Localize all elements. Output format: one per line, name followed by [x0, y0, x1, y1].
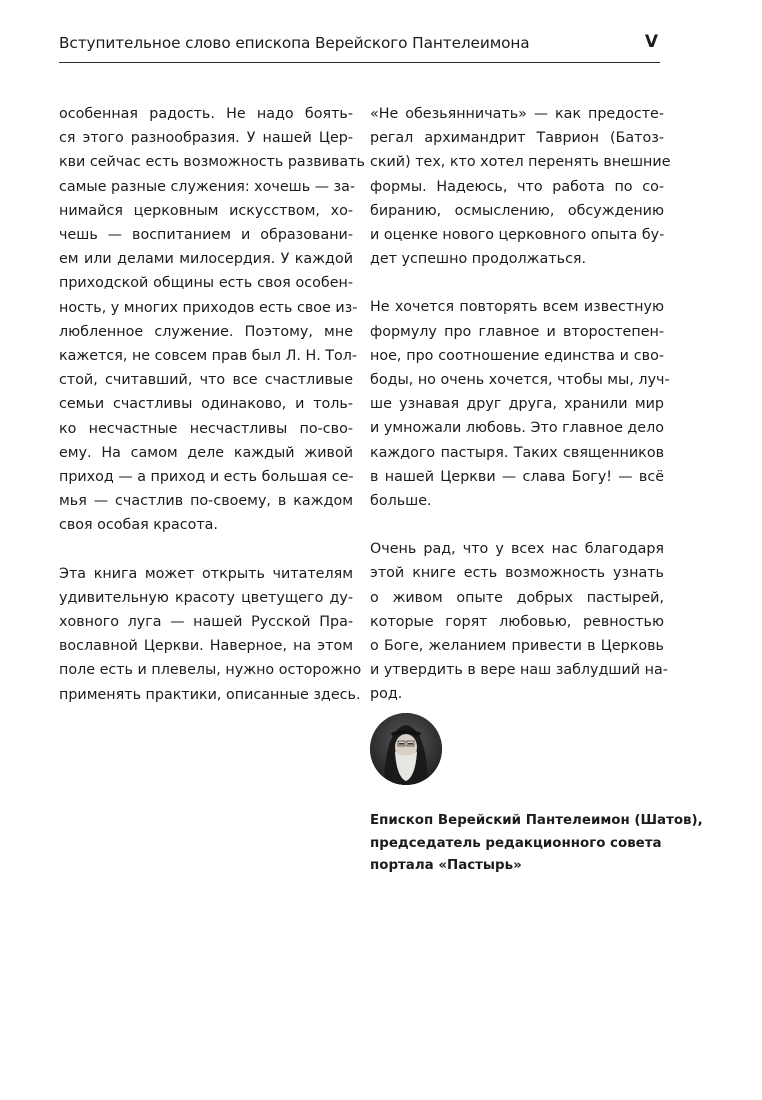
- text-line: семьи счастливы одинаково, и толь-: [59, 396, 353, 413]
- text-line: биранию, осмыслению, обсуждению: [370, 202, 664, 219]
- text-line: ховного луга — нашей Русской Пра-: [59, 614, 353, 631]
- text-line: Не хочется повторять всем известную: [370, 299, 664, 316]
- text-line: ность, у многих приходов есть свое из-: [59, 299, 358, 316]
- text-line: о Боге, желанием привести в Церковь: [370, 638, 664, 655]
- text-line: каждого пастыря. Таких священников: [370, 444, 664, 461]
- text-line: «Не обезьянничать» — как предосте-: [370, 106, 664, 122]
- text-line: род.: [370, 686, 403, 703]
- text-line: стой, считавший, что все счастливые: [59, 372, 353, 389]
- text-line: Эта книга может открыть читателям: [59, 565, 353, 582]
- portrait-image: [370, 713, 442, 785]
- text-line: приходской общины есть своя особен-: [59, 275, 353, 292]
- right-column: [370, 102, 671, 731]
- text-line: ко несчастные несчастливы по-сво-: [59, 420, 353, 437]
- text-line: и оценке нового церковного опыта бу-: [370, 227, 665, 244]
- text-line: приход — а приход и есть большая се-: [59, 469, 354, 486]
- text-line: формы. Надеюсь, что работа по со-: [370, 178, 664, 195]
- text-line: чешь — воспитанием и образовани-: [59, 227, 353, 244]
- header-title: Вступительное слово епископа Верейского Пантелеимона: [59, 34, 530, 52]
- text-line: поле есть и плевелы, нужно осторожно: [59, 662, 362, 679]
- page-number: V: [644, 32, 658, 52]
- text-line: формулу про главное и второстепен-: [370, 323, 664, 340]
- text-line: боды, но очень хочется, чтобы мы, луч-: [370, 372, 670, 389]
- text-line: особенная радость. Не надо боять-: [59, 106, 353, 122]
- signature-line: портала «Пастырь»: [370, 858, 522, 873]
- text-line: удивительную красоту цветущего ду-: [59, 589, 353, 606]
- paragraph: [59, 102, 365, 538]
- text-line: ему. На самом деле каждый живой: [59, 444, 353, 461]
- text-line: Очень рад, что у всех нас благодаря: [370, 541, 664, 558]
- text-line: ский) тех, кто хотел перенять внешние: [370, 154, 671, 171]
- signature-line: Епископ Верейский Пантелеимон (Шатов),: [370, 813, 703, 828]
- signature-line: председатель редакционного совета: [370, 835, 662, 851]
- author-signature: [370, 810, 703, 878]
- text-line: больше.: [370, 493, 432, 510]
- text-line: применять практики, описанные здесь.: [59, 686, 361, 703]
- text-line: ем или делами милосердия. У каждой: [59, 251, 353, 268]
- paragraph: [370, 295, 670, 513]
- text-line: и утвердить в вере наш заблудший на-: [370, 662, 668, 679]
- text-line: любленное служение. Поэтому, мне: [59, 323, 353, 340]
- text-line: мья — счастлив по-своему, в каждом: [59, 493, 353, 510]
- author-portrait: [370, 713, 442, 785]
- text-line: нимайся церковным искусством, хо-: [59, 202, 353, 219]
- text-line: о живом опыте добрых пастырей,: [370, 589, 664, 606]
- text-line: кажется, не совсем прав был Л. Н. Тол-: [59, 348, 358, 365]
- text-line: которые горят любовью, ревностью: [370, 613, 664, 630]
- text-line: своя особая красота.: [59, 517, 218, 534]
- text-line: самые разные служения: хочешь — за-: [59, 178, 356, 195]
- running-header: [59, 30, 660, 63]
- text-line: и умножали любовь. Это главное дело: [370, 420, 664, 437]
- paragraph: [370, 537, 668, 706]
- text-line: дет успешно продолжаться.: [370, 251, 587, 268]
- text-line: вославной Церкви. Наверное, на этом: [59, 638, 353, 655]
- text-line: этой книге есть возможность узнать: [370, 565, 664, 582]
- text-line: регал архимандрит Таврион (Батоз-: [370, 130, 664, 147]
- text-line: ше узнавая друг друга, хранили мир: [370, 396, 664, 413]
- paragraph: [370, 102, 671, 271]
- left-column: [59, 102, 365, 731]
- text-line: ся этого разнообразия. У нашей Цер-: [59, 130, 353, 147]
- text-line: кви сейчас есть возможность развивать: [59, 154, 365, 171]
- paragraph: [59, 562, 362, 707]
- text-line: в нашей Церкви — слава Богу! — всё: [370, 468, 664, 485]
- text-line: ное, про соотношение единства и сво-: [370, 347, 664, 364]
